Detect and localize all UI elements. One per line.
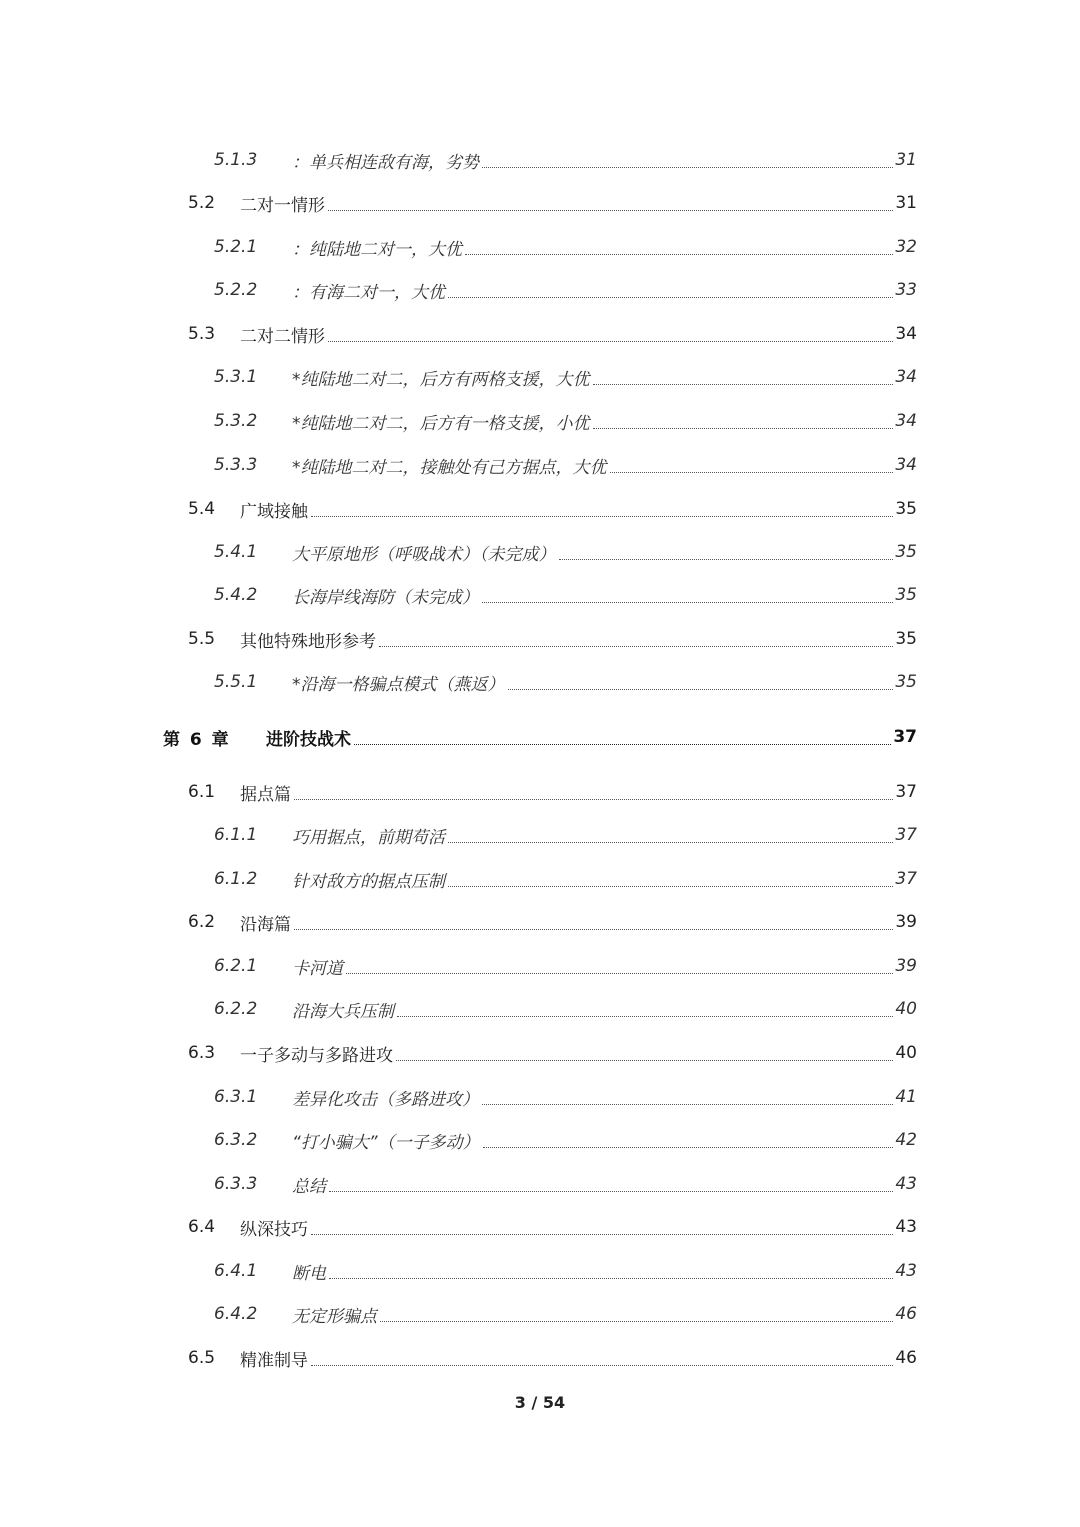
entry-title: 大平原地形（呼吸战术）（未完成） bbox=[292, 544, 556, 565]
entry-number: 6.4.2 bbox=[214, 1304, 258, 1324]
entry-number: 6.5 bbox=[188, 1348, 216, 1368]
toc-entry[interactable] bbox=[214, 820, 917, 850]
toc-entry[interactable] bbox=[214, 537, 917, 567]
dot-leader bbox=[328, 341, 893, 342]
dot-leader bbox=[311, 1234, 893, 1235]
page-indicator: 3 / 54 bbox=[514, 1393, 566, 1412]
entry-title: 长海岸线海防（未完成） bbox=[292, 587, 479, 608]
entry-number: 5.4.2 bbox=[214, 585, 258, 605]
entry-page: 43 bbox=[895, 1261, 917, 1281]
entry-number: 5.3 bbox=[188, 324, 216, 344]
chapter-title: 进阶技战术 bbox=[266, 729, 351, 750]
toc-entry[interactable] bbox=[214, 1082, 917, 1112]
entry-title: 其他特殊地形参考 bbox=[240, 631, 376, 652]
dot-leader bbox=[346, 973, 893, 974]
entry-page: 34 bbox=[895, 367, 917, 387]
entry-page: 32 bbox=[895, 237, 917, 257]
entry-page: 34 bbox=[895, 455, 917, 475]
dot-leader bbox=[379, 646, 893, 647]
entry-page: 46 bbox=[895, 1348, 917, 1368]
entry-title: ：纯陆地二对一，大优 bbox=[292, 239, 462, 260]
dot-leader bbox=[396, 1060, 893, 1061]
toc-entry[interactable] bbox=[214, 362, 917, 392]
entry-title: 二对一情形 bbox=[240, 195, 325, 216]
entry-number: 6.2.1 bbox=[214, 956, 258, 976]
entry-number: 6.3.1 bbox=[214, 1087, 258, 1107]
entry-page: 39 bbox=[895, 956, 917, 976]
entry-number: 6.2 bbox=[188, 912, 216, 932]
toc-entry[interactable] bbox=[214, 951, 917, 981]
chapter-number: 第 6 章 bbox=[163, 729, 231, 750]
entry-title: 无定形骗点 bbox=[292, 1306, 377, 1327]
toc-entry[interactable] bbox=[214, 406, 917, 436]
entry-page: 31 bbox=[895, 193, 917, 213]
entry-page: 43 bbox=[895, 1217, 917, 1237]
entry-title: *沿海一格骗点模式（燕返） bbox=[292, 674, 505, 695]
entry-number: 5.5.1 bbox=[214, 672, 258, 692]
entry-title: *纯陆地二对二，后方有一格支援，小优 bbox=[292, 413, 590, 434]
entry-title: 巧用据点，前期苟活 bbox=[292, 827, 445, 848]
entry-page: 33 bbox=[895, 280, 917, 300]
toc-entry[interactable] bbox=[188, 494, 917, 524]
entry-number: 5.5 bbox=[188, 629, 216, 649]
entry-page: 41 bbox=[895, 1087, 917, 1107]
entry-number: 6.1.2 bbox=[214, 869, 258, 889]
toc-entry[interactable] bbox=[214, 1169, 917, 1199]
toc-entry[interactable] bbox=[214, 232, 917, 262]
dot-leader bbox=[311, 1365, 893, 1366]
entry-title: 精准制导 bbox=[240, 1350, 308, 1371]
toc-entry[interactable] bbox=[214, 994, 917, 1024]
entry-number: 6.4 bbox=[188, 1217, 216, 1237]
dot-leader bbox=[559, 559, 894, 560]
toc-entry[interactable] bbox=[188, 319, 917, 349]
entry-number: 5.1.3 bbox=[214, 150, 258, 170]
entry-number: 6.3 bbox=[188, 1043, 216, 1063]
dot-leader bbox=[448, 297, 893, 298]
entry-title: 二对二情形 bbox=[240, 326, 325, 347]
entry-title: 沿海篇 bbox=[240, 914, 291, 935]
entry-page: 35 bbox=[895, 542, 917, 562]
chapter-page: 37 bbox=[893, 727, 917, 747]
toc-entry[interactable] bbox=[188, 1212, 917, 1242]
entry-page: 46 bbox=[895, 1304, 917, 1324]
dot-leader bbox=[294, 929, 893, 930]
entry-page: 42 bbox=[895, 1130, 917, 1150]
toc-entry[interactable] bbox=[214, 864, 917, 894]
entry-page: 35 bbox=[895, 499, 917, 519]
entry-title: 断电 bbox=[292, 1263, 326, 1284]
entry-page: 39 bbox=[895, 912, 917, 932]
toc-entry[interactable] bbox=[188, 777, 917, 807]
entry-number: 5.3.2 bbox=[214, 411, 258, 431]
dot-leader bbox=[508, 689, 894, 690]
entry-number: 5.4.1 bbox=[214, 542, 258, 562]
toc-entry[interactable] bbox=[214, 1125, 917, 1155]
toc-entry[interactable] bbox=[188, 188, 917, 218]
dot-leader bbox=[465, 254, 893, 255]
entry-title: 针对敌方的据点压制 bbox=[292, 871, 445, 892]
toc-chapter-entry[interactable] bbox=[163, 722, 917, 752]
entry-page: 31 bbox=[895, 150, 917, 170]
dot-leader bbox=[354, 744, 891, 745]
dot-leader bbox=[482, 1104, 893, 1105]
entry-page: 40 bbox=[895, 999, 917, 1019]
dot-leader bbox=[329, 1191, 893, 1192]
entry-title: 总结 bbox=[292, 1176, 326, 1197]
dot-leader bbox=[328, 210, 893, 211]
toc-entry[interactable] bbox=[214, 450, 917, 480]
entry-page: 35 bbox=[895, 585, 917, 605]
dot-leader bbox=[380, 1321, 893, 1322]
entry-number: 5.2.1 bbox=[214, 237, 258, 257]
entry-page: 35 bbox=[895, 672, 917, 692]
entry-title: 差异化攻击（多路进攻） bbox=[292, 1089, 479, 1110]
entry-title: 纵深技巧 bbox=[240, 1219, 308, 1240]
entry-number: 5.2 bbox=[188, 193, 216, 213]
entry-number: 6.1.1 bbox=[214, 825, 258, 845]
toc-entry[interactable] bbox=[214, 275, 917, 305]
entry-number: 5.2.2 bbox=[214, 280, 258, 300]
dot-leader bbox=[311, 516, 893, 517]
toc-entry[interactable] bbox=[214, 1299, 917, 1329]
toc-entry[interactable] bbox=[188, 907, 917, 937]
toc-entry[interactable] bbox=[214, 1256, 917, 1286]
dot-leader bbox=[448, 842, 893, 843]
dot-leader bbox=[482, 167, 893, 168]
entry-page: 34 bbox=[895, 411, 917, 431]
entry-number: 5.3.1 bbox=[214, 367, 258, 387]
toc-entry[interactable] bbox=[214, 667, 917, 697]
entry-page: 35 bbox=[895, 629, 917, 649]
entry-number: 6.1 bbox=[188, 782, 216, 802]
dot-leader bbox=[329, 1278, 893, 1279]
entry-title: 一子多动与多路进攻 bbox=[240, 1045, 393, 1066]
entry-title: *纯陆地二对二，后方有两格支援，大优 bbox=[292, 369, 590, 390]
entry-page: 37 bbox=[895, 869, 917, 889]
toc-entry[interactable] bbox=[188, 624, 917, 654]
entry-title: ：单兵相连敌有海，劣势 bbox=[292, 152, 479, 173]
entry-title: 广域接触 bbox=[240, 501, 308, 522]
entry-page: 40 bbox=[895, 1043, 917, 1063]
entry-title: 沿海大兵压制 bbox=[292, 1001, 394, 1022]
entry-title: ：有海二对一，大优 bbox=[292, 282, 445, 303]
entry-page: 37 bbox=[895, 825, 917, 845]
dot-leader bbox=[593, 428, 894, 429]
toc-entry[interactable] bbox=[188, 1038, 917, 1068]
entry-title: 据点篇 bbox=[240, 784, 291, 805]
entry-number: 6.3.3 bbox=[214, 1174, 258, 1194]
dot-leader bbox=[294, 799, 893, 800]
toc-entry[interactable] bbox=[214, 145, 917, 175]
dot-leader bbox=[483, 1147, 894, 1148]
entry-number: 6.4.1 bbox=[214, 1261, 258, 1281]
entry-page: 37 bbox=[895, 782, 917, 802]
dot-leader bbox=[610, 472, 894, 473]
toc-entry[interactable] bbox=[214, 580, 917, 610]
dot-leader bbox=[593, 384, 894, 385]
toc-entry[interactable] bbox=[188, 1343, 917, 1373]
dot-leader bbox=[397, 1016, 893, 1017]
entry-page: 43 bbox=[895, 1174, 917, 1194]
entry-number: 6.2.2 bbox=[214, 999, 258, 1019]
entry-page: 34 bbox=[895, 324, 917, 344]
entry-number: 5.3.3 bbox=[214, 455, 258, 475]
dot-leader bbox=[448, 886, 893, 887]
entry-title: *纯陆地二对二，接触处有己方据点，大优 bbox=[292, 457, 607, 478]
entry-number: 5.4 bbox=[188, 499, 216, 519]
entry-title: 卡河道 bbox=[292, 958, 343, 979]
entry-title: “打小骗大”（一子多动） bbox=[292, 1132, 480, 1153]
dot-leader bbox=[482, 602, 893, 603]
entry-number: 6.3.2 bbox=[214, 1130, 258, 1150]
